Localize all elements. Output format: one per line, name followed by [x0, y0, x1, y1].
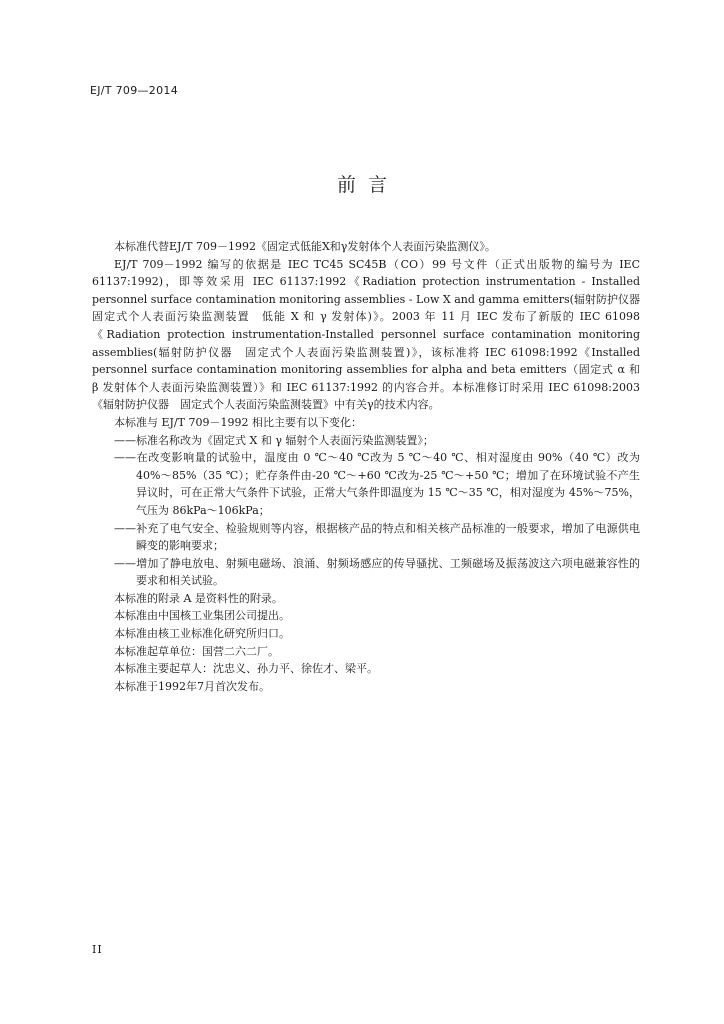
change-item-name: ——标准名称改为《固定式 X 和 γ 辐射个人表面污染监测装置》； [114, 433, 434, 447]
standard-code: EJ/T 709—2014 [90, 84, 179, 97]
change-item-test-conditions: ——在改变影响量的试验中，温度由 0 ℃～40 ℃改为 5 ℃～40 ℃、相对湿度由 90%（40 ℃）改为 40%～85%（35 ℃）；贮存条件由-20 ℃～+60 ℃改为-25 ℃～+50 ℃；增加了在环境试验不产生异议时，可在正常大气条件下试验，正常大气条件即温度为 15 ℃～35 ℃，相对湿度为 45%～75%，气压为 86kPa～106kPa； [114, 451, 640, 517]
foreword-body [92, 238, 651, 695]
page-number: II [92, 943, 103, 956]
page-title: 前言 [336, 174, 399, 196]
paragraph-basis: EJ/T 709－1992 编写的依据是 IEC TC45 SC45B（CO）99 号文件（正式出版物的编号为 IEC 61137:1992)，即等效采用 IEC 61137:1992《Radiation protection instrumentation - Installed personnel surface contamination monitoring assemblies - Low X and gamma emitters(辐射防护仪器 固定式个人表面污染监测装置 低能 X 和 γ 发射体)》。2003 年 11 月 IEC 发布了新版的 IEC 61098《Radiation protection instrumentation-Installed personnel surface contamination monitoring assemblies(辐射防护仪器 固定式个人表面污染监测装置)》，该标准将 IEC 61098:1992《Installed personnel surface contamination monitoring assemblies for alpha and beta emitters（固定式 α 和 β 发射体个人表面污染监测装置）》和 IEC 61137:1992 的内容合并。本标准修订时采用 IEC 61098:2003《辐射防护仪器 固定式个人表面污染监测装置》中有关γ的技术内容。 [92, 257, 651, 412]
paragraph-appendix: 本标准的附录 A 是资料性的附录。 [114, 591, 283, 605]
paragraph-managed-by: 本标准由核工业标准化研究所归口。 [114, 627, 290, 641]
paragraph-drafting-unit: 本标准起草单位：国营二六二厂。 [114, 644, 279, 658]
change-item-electrical-safety: ——补充了电气安全、检验规则等内容，根据核产品的特点和相关核产品标准的一般要求，增加了电源供电瞬变的影响要求； [114, 521, 640, 553]
paragraph-changes-intro: 本标准与 EJ/T 709－1992 相比主要有以下变化： [114, 415, 362, 429]
paragraph-first-issue: 本标准于1992年7月首次发布。 [114, 679, 270, 693]
paragraph-proposed-by: 本标准由中国核工业集团公司提出。 [114, 609, 290, 623]
paragraph-drafters: 本标准主要起草人：沈忠义、孙力平、徐佐才、梁平。 [114, 662, 378, 676]
change-item-emc: ——增加了静电放电、射频电磁场、浪涌、射频场感应的传导骚扰、工频磁场及振荡波这六项电磁兼容性的要求和相关试验。 [114, 556, 640, 588]
paragraph-replacement: 本标准代替EJ/T 709－1992《固定式低能X和γ发射体个人表面污染监测仪》。 [114, 240, 496, 253]
